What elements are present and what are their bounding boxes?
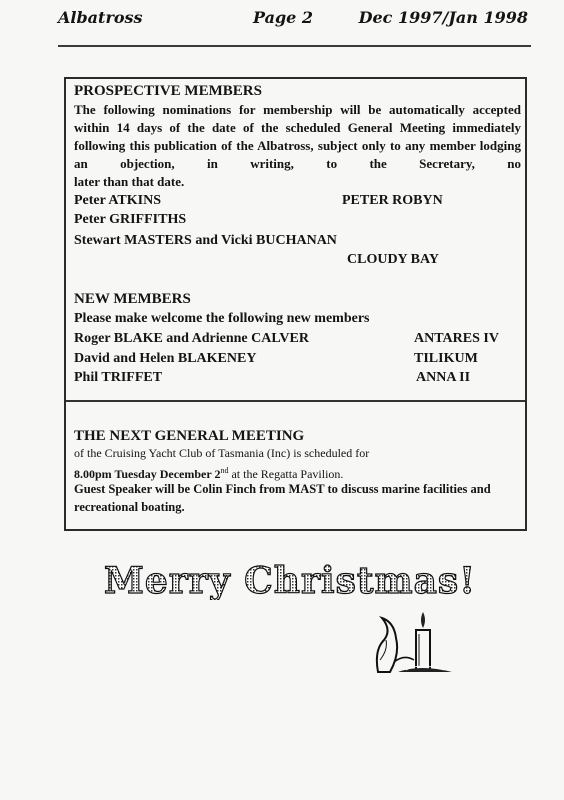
page-number: Page 2 <box>253 8 314 27</box>
new-member-boat: ANTARES IV <box>414 331 499 346</box>
box-divider <box>66 400 525 402</box>
nominee-boat-cloudy-bay: CLOUDY BAY <box>347 252 439 267</box>
new-member-name: David and Helen BLAKENEY <box>74 351 257 366</box>
newsletter-name: Albatross <box>58 8 143 27</box>
svg-text:Merry Christmas!: Merry Christmas! <box>104 560 476 600</box>
prospective-paragraph <box>74 101 521 191</box>
new-members-intro: Please make welcome the following new members <box>74 311 370 326</box>
meeting-line-1: of the Cruising Yacht Club of Tasmania (Inc) is scheduled for <box>74 446 370 460</box>
nominee-robyn: PETER ROBYN <box>342 193 443 208</box>
header-rule <box>58 45 531 47</box>
new-member-boat: ANNA II <box>416 370 471 385</box>
nominee-atkins: Peter ATKINS <box>74 193 161 208</box>
meeting-date-suffix: nd <box>220 466 229 475</box>
nominee-griffiths: Peter GRIFFITHS <box>74 212 187 227</box>
meeting-heading: THE NEXT GENERAL MEETING <box>74 428 305 444</box>
new-member-name: Roger BLAKE and Adrienne CALVER <box>74 331 309 346</box>
meeting-venue: at the Regatta Pavilion. <box>228 467 344 481</box>
new-member-boat: TILIKUM <box>414 351 478 366</box>
new-member-name: Phil TRIFFET <box>74 370 163 385</box>
meeting-time: 8.00pm Tuesday December 2 <box>74 467 221 481</box>
issue-date: Dec 1997/Jan 1998 <box>358 8 528 27</box>
candle-clipart-icon <box>370 600 470 680</box>
prospective-text: The following nominations for membership will be automatically accepted within 14 days of the date of the scheduled General Meeting immediately following this publication of the Albatross, subject only to any member lodging an objection, in writing, to the Secretary, no <box>74 102 521 171</box>
merry-christmas-banner <box>100 560 480 600</box>
prospective-heading: PROSPECTIVE MEMBERS <box>74 83 262 99</box>
nominee-masters-buchanan: Stewart MASTERS and Vicki BUCHANAN <box>74 233 337 248</box>
prospective-text-end: later than that date. <box>74 174 185 189</box>
new-members-heading: NEW MEMBERS <box>74 291 191 307</box>
guest-speaker: Guest Speaker will be Colin Finch from MAST to discuss marine facilities and recreational boating. <box>74 482 491 514</box>
page-header <box>58 8 528 30</box>
